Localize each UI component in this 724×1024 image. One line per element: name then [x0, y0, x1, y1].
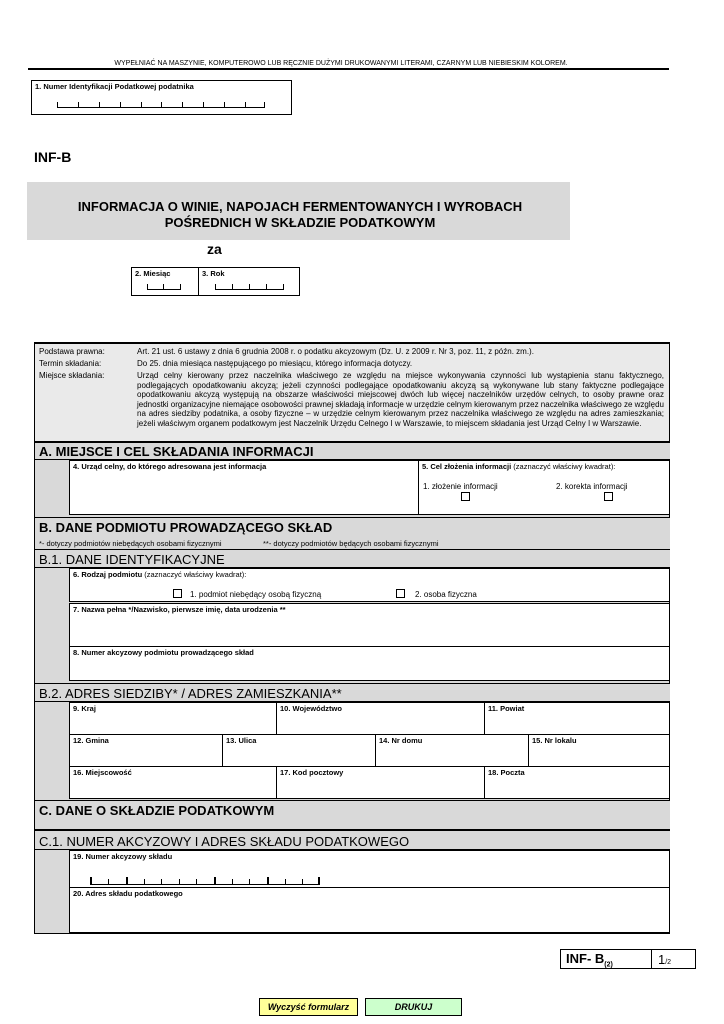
section-b1-title: B.1. DANE IDENTYFIKACYJNE	[34, 549, 670, 568]
place-label: Miejsce składania:	[39, 371, 105, 380]
purpose-option-1: 1. złożenie informacji	[423, 482, 498, 491]
entity-type-checkbox-2[interactable]	[396, 589, 405, 598]
warehouse-excise-ticks	[90, 880, 320, 885]
section-b-title: B. DANE PODMIOTU PROWADZĄCEGO SKŁAD	[34, 517, 670, 537]
month-ticks	[147, 285, 181, 290]
purpose-field	[418, 460, 670, 515]
section-c1-title: C.1. NUMER AKCYZOWY I ADRES SKŁADU PODATKOWEGO	[34, 830, 670, 850]
basis-label: Podstawa prawna:	[39, 347, 105, 356]
note-natural: **- dotyczy podmiotów będących osobami fizycznymi	[263, 539, 439, 548]
country-field[interactable]	[69, 702, 277, 735]
postal-code-label: 17. Kod pocztowy	[280, 768, 344, 777]
warehouse-excise-number-field[interactable]	[69, 850, 670, 888]
note-non-natural: *- dotyczy podmiotów niebędących osobami fizycznymi	[39, 539, 222, 548]
place-text: Urząd celny kierowany przez naczelnika właściwego ze względu na miejsce wykonywania czynności lub wystąpienia stanu faktycznego, podlegających opodatkowaniu akcyzą; jeżeli czynności podlegające opodatkowaniu akcyzą są wykonywane lub stany faktyczne podlegające opodatkowaniu akcyzą występują na obszarze właściwości miejscowej dwóch lub więcej naczelników urzędów celnych, to osoby prawne oraz jednostki organizacyjne niemające osobowości prawnej składają informacje w urzędzie celnym kierowanym przez naczelnika właściwego ze względu na adres siedziby podatnika, a osoby fizyczne – w urzędzie celnym kierowanym przez naczelnika właściwego ze względu na adres zamieszkania; jeżeli właściwym organem podatkowym jest Naczelnik Urzędu Celnego I w Warszawie, to miejscem składania jest Urząd Celny I w Warszawie.	[137, 371, 664, 428]
municipality-label: 12. Gmina	[73, 736, 109, 745]
full-name-field[interactable]	[69, 603, 670, 647]
full-name-label: 7. Nazwa pełna */Nazwisko, pierwsze imię, data urodzenia **	[73, 605, 286, 614]
nip-field[interactable]	[31, 80, 292, 115]
year-field[interactable]	[198, 267, 300, 296]
section-b2-title: B.2. ADRES SIEDZIBY* / ADRES ZAMIESZKANIA**	[34, 683, 670, 702]
section-b-notes	[34, 537, 670, 549]
form-title: INFORMACJA O WINIE, NAPOJACH FERMENTOWANYCH I WYROBACH POŚREDNICH W SKŁADZIE PODATKOWYM	[77, 199, 523, 230]
legal-top-rule	[34, 342, 670, 344]
clear-form-button[interactable]: Wyczyść formularz	[259, 998, 358, 1016]
footer-form-code: INF- $B_{(2)}$	[566, 951, 613, 969]
voivodeship-label: 10. Województwo	[280, 704, 342, 713]
entity-type-option-1: 1. podmiot niebędący osobą fizyczną	[190, 590, 322, 599]
entity-type-field	[69, 568, 670, 602]
footer-code-box	[560, 949, 696, 969]
header-instruction: WYPEŁNIAĆ NA MASZYNIE, KOMPUTEROWO LUB RĘCZNIE DUŻYMI DRUKOWANYMI LITERAMI, CZARNYM LUB NIEBIESKIM KOLOREM.	[114, 60, 568, 67]
excise-number-label: 8. Numer akcyzowy podmiotu prowadzącego skład	[73, 648, 254, 657]
za-label: za	[207, 241, 222, 257]
purpose-option-2: 2. korekta informacji	[556, 482, 628, 491]
page-number: 1/2	[658, 952, 672, 967]
city-label: 16. Miejscowość	[73, 768, 132, 777]
deadline-text: Do 25. dnia miesiąca następującego po miesiącu, którego informacja dotyczy.	[137, 359, 413, 368]
header-rule	[28, 68, 669, 70]
excise-number-field[interactable]	[69, 646, 670, 681]
purpose-label: 5. Cel złożenia informacji (zaznaczyć właściwy kwadrat):	[422, 462, 616, 471]
year-label: 3. Rok	[202, 269, 225, 278]
post-office-field[interactable]	[484, 766, 670, 799]
purpose-checkbox-1[interactable]	[461, 492, 470, 501]
city-field[interactable]	[69, 766, 277, 799]
voivodeship-field[interactable]	[276, 702, 485, 735]
nip-label: 1. Numer Identyfikacji Podatkowej podatnika	[35, 82, 194, 91]
print-button[interactable]: DRUKUJ	[365, 998, 462, 1016]
house-number-field[interactable]	[375, 734, 529, 767]
post-office-label: 18. Poczta	[488, 768, 525, 777]
entity-type-option-2: 2. osoba fizyczna	[415, 590, 477, 599]
district-label: 11. Powiat	[488, 704, 525, 713]
month-label: 2. Miesiąc	[135, 269, 171, 278]
basis-text: Art. 21 ust. 6 ustawy z dnia 6 grudnia 2008 r. o podatku akcyzowym (Dz. U. z 2009 r. Nr 3, poz. 11, z późn. zm.).	[137, 347, 534, 356]
street-label: 13. Ulica	[226, 736, 257, 745]
section-a-title: A. MIEJSCE I CEL SKŁADANIA INFORMACJI	[34, 442, 670, 460]
purpose-checkbox-2[interactable]	[604, 492, 613, 501]
entity-type-label: 6. Rodzaj podmiotu (zaznaczyć właściwy kwadrat):	[73, 570, 247, 579]
deadline-label: Termin składania:	[39, 359, 102, 368]
warehouse-address-label: 20. Adres składu podatkowego	[73, 889, 183, 898]
country-label: 9. Kraj	[73, 704, 96, 713]
apartment-number-field[interactable]	[528, 734, 670, 767]
customs-office-label: 4. Urząd celny, do którego adresowana jest informacja	[73, 462, 267, 471]
nip-ticks	[57, 103, 265, 108]
month-field[interactable]	[131, 267, 199, 296]
warehouse-excise-number-label: 19. Numer akcyzowy składu	[73, 852, 173, 861]
district-field[interactable]	[484, 702, 670, 735]
customs-office-field[interactable]	[69, 460, 419, 515]
postal-code-field[interactable]	[276, 766, 485, 799]
house-number-label: 14. Nr domu	[379, 736, 423, 745]
section-c-title: C. DANE O SKŁADZIE PODATKOWYM	[34, 800, 670, 830]
street-field[interactable]	[222, 734, 376, 767]
form-code: INF-B	[34, 149, 72, 165]
warehouse-address-field[interactable]	[69, 887, 670, 933]
municipality-field[interactable]	[69, 734, 223, 767]
entity-type-checkbox-1[interactable]	[173, 589, 182, 598]
apartment-number-label: 15. Nr lokalu	[532, 736, 577, 745]
year-ticks	[215, 285, 284, 290]
